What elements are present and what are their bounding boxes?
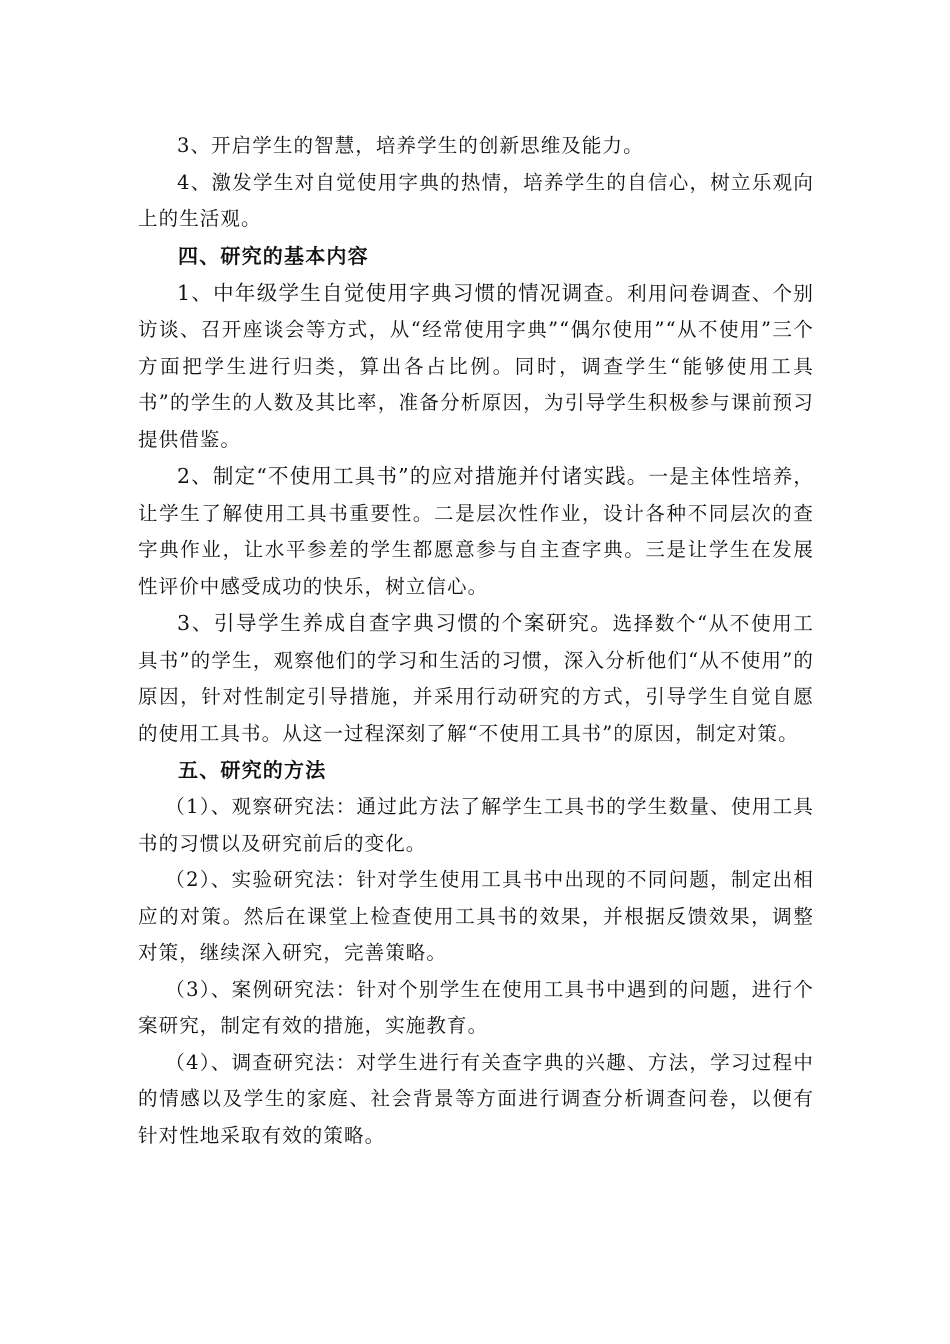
paragraph-text: 一是主体性培养，让学生了解使用工具书重要性。二是层次性作业，设计各种不同层次的查字典作业，让水平参差的学生都愿意参与自主查字典。三是让学生在发展性评价中感受成功的快乐，树立信心。 [138,465,814,598]
paragraph-text: （1）、观察研究法：通过此方法了解学生工具书的学生数量、使用工具书的习惯以及研究前后的变化。 [138,795,814,855]
paragraph-lead: 1、中年级学生自觉使用字典习惯的情况调查。 [177,280,628,305]
paragraph-lead: 2、制定“不使用工具书”的应对措施并付诸实践。 [177,464,649,488]
content-item-1 [138,275,814,459]
section-heading-research-content [138,238,814,275]
paragraph-lead: 3、引导学生养成自查字典习惯的个案研究。 [177,611,613,635]
paragraph-text: （3）、案例研究法：针对个别学生在使用工具书中遇到的问题，进行个案研究，制定有效的措施，实施教育。 [138,977,814,1037]
method-item-4 [138,1045,814,1155]
method-item-1 [138,789,814,862]
goal-item-3 [138,128,814,165]
paragraph-text: （2）、实验研究法：针对学生使用工具书中出现的不同问题，制定出相应的对策。然后在课堂上检查使用工具书的效果，并根据反馈效果，调整对策，继续深入研究，完善策略。 [138,868,814,964]
paragraph-text: 3、开启学生的智慧，培养学生的创新思维及能力。 [177,134,644,157]
paragraph-text: （4）、调查研究法：对学生进行有关查字典的兴趣、方法，学习过程中的情感以及学生的家庭、社会背景等方面进行调查分析调查问卷，以便有针对性地采取有效的策略。 [138,1050,814,1147]
content-item-2 [138,458,814,605]
method-item-3 [138,972,814,1045]
heading-text: 四、研究的基本内容 [178,243,369,268]
method-item-2 [138,862,814,972]
goal-item-4 [138,165,814,238]
heading-text: 五、研究的方法 [178,758,327,782]
content-item-3 [138,605,814,752]
paragraph-text: 4、激发学生对自觉使用字典的热情，培养学生的自信心，树立乐观向上的生活观。 [138,170,814,230]
section-heading-research-methods [138,752,814,789]
paragraph-text: 选择数个“从不使用工具书”的学生，观察他们的学习和生活的习惯，深入分析他们“从不使用”的原因，针对性制定引导措施，并采用行动研究的方式，引导学生自觉自愿的使用工具书。从这一过程深刻了解“不使用工具书”的原因，制定对策。 [138,612,814,745]
paragraph-text: 利用问卷调查、个别访谈、召开座谈会等方式，从“经常使用字典”“偶尔使用”“从不使用”三个方面把学生进行归类，算出各占比例。同时，调查学生“能够使用工具书”的学生的人数及其比率，准备分析原因，为引导学生积极参与课前预习提供借鉴。 [138,281,814,451]
document-page [138,128,814,1154]
